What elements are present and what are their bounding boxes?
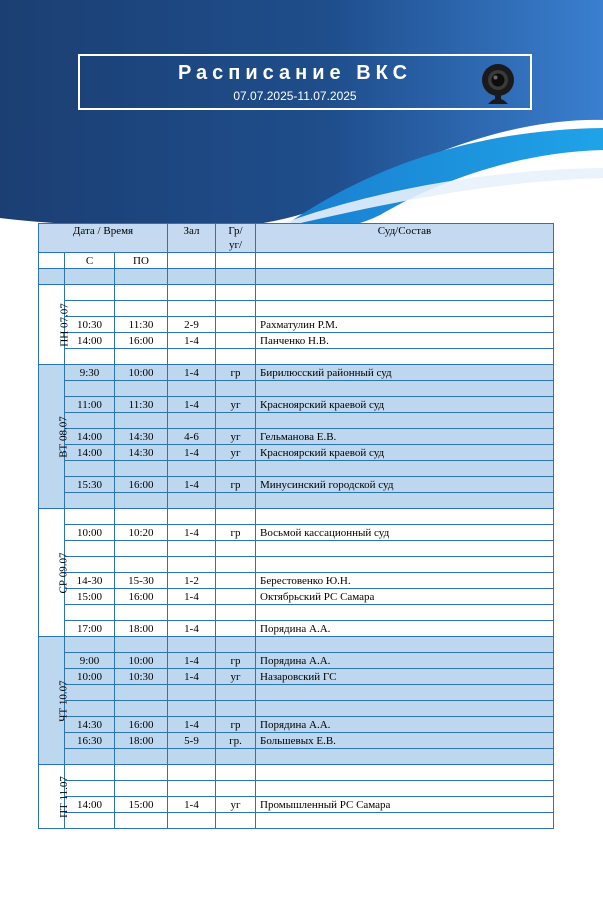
time-from-cell <box>65 541 115 557</box>
court-cell: Порядина А.А. <box>256 653 554 669</box>
time-from-cell <box>65 781 115 797</box>
empty-cell <box>256 269 554 285</box>
hall-cell: 1-4 <box>168 621 216 637</box>
hall-cell: 5-9 <box>168 733 216 749</box>
case-type-cell: уг <box>216 429 256 445</box>
table-row <box>39 669 554 685</box>
col-group-line2: уг/ <box>228 239 243 251</box>
time-to-cell: 16:00 <box>115 477 168 493</box>
hall-cell <box>168 685 216 701</box>
hall-cell <box>168 749 216 765</box>
table-row <box>39 413 554 429</box>
header-row <box>39 224 554 253</box>
hall-cell: 1-4 <box>168 525 216 541</box>
hall-cell: 4-6 <box>168 429 216 445</box>
time-from-cell <box>65 413 115 429</box>
hall-cell: 1-4 <box>168 333 216 349</box>
col-group <box>216 224 256 253</box>
time-from-cell: 9:00 <box>65 653 115 669</box>
time-from-cell: 10:30 <box>65 317 115 333</box>
table-row <box>39 653 554 669</box>
time-to-cell <box>115 301 168 317</box>
empty-cell <box>168 253 216 269</box>
court-cell <box>256 765 554 781</box>
court-cell: Берестовенко Ю.Н. <box>256 573 554 589</box>
time-from-cell: 16:30 <box>65 733 115 749</box>
hall-cell <box>168 557 216 573</box>
time-to-cell <box>115 637 168 653</box>
table-row <box>39 781 554 797</box>
time-from-cell: 14:00 <box>65 429 115 445</box>
time-from-cell <box>65 605 115 621</box>
table-row <box>39 445 554 461</box>
court-cell <box>256 381 554 397</box>
time-to-cell <box>115 701 168 717</box>
time-to-cell <box>115 781 168 797</box>
day-label: ВТ 08.07 <box>57 415 70 458</box>
table-row <box>39 701 554 717</box>
col-hall: Зал <box>168 224 216 253</box>
empty-cell <box>216 253 256 269</box>
hall-cell: 1-4 <box>168 669 216 685</box>
time-from-cell: 10:00 <box>65 669 115 685</box>
court-cell: Восьмой кассационный суд <box>256 525 554 541</box>
day-label-cell <box>39 765 70 829</box>
case-type-cell <box>216 781 256 797</box>
time-to-cell <box>115 461 168 477</box>
case-type-cell: уг <box>216 669 256 685</box>
empty-cell <box>39 269 65 285</box>
time-to-cell <box>115 349 168 365</box>
time-from-cell <box>65 349 115 365</box>
time-to-cell: 15:00 <box>115 797 168 813</box>
court-cell: Октябрьский РС Самара <box>256 589 554 605</box>
time-to-cell: 16:00 <box>115 589 168 605</box>
time-from-cell: 14:00 <box>65 445 115 461</box>
case-type-cell: уг <box>216 397 256 413</box>
table-row <box>39 509 554 525</box>
col-court: Суд/Состав <box>256 224 554 253</box>
case-type-cell <box>216 637 256 653</box>
court-cell <box>256 605 554 621</box>
case-type-cell <box>216 493 256 509</box>
table-row <box>39 813 554 829</box>
time-from-cell <box>65 509 115 525</box>
day-label: ПТ 11.07 <box>57 775 70 818</box>
case-type-cell: гр <box>216 717 256 733</box>
hall-cell <box>168 765 216 781</box>
court-cell <box>256 749 554 765</box>
time-from-cell <box>65 461 115 477</box>
spacer-row <box>39 269 554 285</box>
time-to-cell <box>115 749 168 765</box>
day-label-cell <box>39 365 70 509</box>
hall-cell: 1-4 <box>168 589 216 605</box>
time-to-cell <box>115 381 168 397</box>
time-to-cell: 14:30 <box>115 445 168 461</box>
time-from-cell: 15:00 <box>65 589 115 605</box>
table-row <box>39 429 554 445</box>
time-from-cell <box>65 765 115 781</box>
court-cell: Красноярский краевой суд <box>256 445 554 461</box>
case-type-cell <box>216 557 256 573</box>
schedule-table <box>38 223 554 829</box>
court-cell <box>256 637 554 653</box>
empty-cell <box>216 269 256 285</box>
col-datetime: Дата / Время <box>39 224 168 253</box>
court-cell: Гельманова Е.В. <box>256 429 554 445</box>
case-type-cell: уг <box>216 797 256 813</box>
time-from-cell: 15:30 <box>65 477 115 493</box>
hall-cell <box>168 349 216 365</box>
day-label-cell <box>39 637 70 765</box>
case-type-cell <box>216 765 256 781</box>
case-type-cell: уг <box>216 445 256 461</box>
title-box <box>78 54 532 110</box>
day-label: ПН 07.07 <box>58 302 71 347</box>
court-cell <box>256 685 554 701</box>
time-to-cell: 18:00 <box>115 621 168 637</box>
table-row <box>39 365 554 381</box>
table-row <box>39 717 554 733</box>
court-cell <box>256 349 554 365</box>
time-to-cell: 10:30 <box>115 669 168 685</box>
case-type-cell <box>216 701 256 717</box>
time-to-cell: 11:30 <box>115 317 168 333</box>
court-cell <box>256 541 554 557</box>
day-label-cell <box>39 509 70 637</box>
table-row <box>39 621 554 637</box>
case-type-cell: гр. <box>216 733 256 749</box>
time-from-cell <box>65 301 115 317</box>
col-to: ПО <box>115 253 168 269</box>
court-cell: Панченко Н.В. <box>256 333 554 349</box>
table-row <box>39 461 554 477</box>
hall-cell <box>168 285 216 301</box>
time-to-cell: 10:00 <box>115 653 168 669</box>
hall-cell <box>168 701 216 717</box>
court-cell: Минусинский городской суд <box>256 477 554 493</box>
case-type-cell <box>216 413 256 429</box>
court-cell <box>256 701 554 717</box>
hall-cell: 1-4 <box>168 717 216 733</box>
court-cell <box>256 557 554 573</box>
court-cell <box>256 301 554 317</box>
time-to-cell: 16:00 <box>115 333 168 349</box>
time-to-cell <box>115 493 168 509</box>
date-range: 07.07.2025-11.07.2025 <box>233 89 357 103</box>
empty-cell <box>115 269 168 285</box>
page-title: Расписание ВКС <box>177 62 413 84</box>
empty-cell <box>256 253 554 269</box>
court-cell <box>256 461 554 477</box>
case-type-cell <box>216 685 256 701</box>
time-to-cell <box>115 557 168 573</box>
hall-cell <box>168 781 216 797</box>
hall-cell <box>168 605 216 621</box>
time-to-cell: 16:00 <box>115 717 168 733</box>
time-to-cell: 14:30 <box>115 429 168 445</box>
case-type-cell <box>216 749 256 765</box>
hall-cell: 1-4 <box>168 365 216 381</box>
time-to-cell <box>115 813 168 829</box>
court-cell: Назаровский ГС <box>256 669 554 685</box>
col-from: С <box>65 253 115 269</box>
hall-cell: 2-9 <box>168 317 216 333</box>
hall-cell <box>168 301 216 317</box>
time-to-cell <box>115 685 168 701</box>
hall-cell: 1-2 <box>168 573 216 589</box>
table-row <box>39 493 554 509</box>
court-cell: Рахматулин Р.М. <box>256 317 554 333</box>
col-group-line1: Гр/ <box>228 225 243 237</box>
time-to-cell <box>115 765 168 781</box>
case-type-cell <box>216 333 256 349</box>
hall-cell <box>168 813 216 829</box>
court-cell <box>256 781 554 797</box>
court-cell: Промышленный РС Самара <box>256 797 554 813</box>
day-label-cell <box>39 285 71 365</box>
time-to-cell: 11:30 <box>115 397 168 413</box>
table-row <box>39 541 554 557</box>
empty-cell <box>168 269 216 285</box>
time-from-cell <box>65 685 115 701</box>
table-row <box>39 589 554 605</box>
case-type-cell <box>216 461 256 477</box>
hall-cell: 1-4 <box>168 797 216 813</box>
time-to-cell: 15-30 <box>115 573 168 589</box>
time-from-cell <box>65 637 115 653</box>
empty-cell <box>39 253 65 269</box>
time-to-cell: 18:00 <box>115 733 168 749</box>
court-cell <box>256 813 554 829</box>
hall-cell <box>168 461 216 477</box>
day-label: ЧТ 10.07 <box>57 679 70 722</box>
time-to-cell <box>115 605 168 621</box>
case-type-cell <box>216 589 256 605</box>
court-cell <box>256 509 554 525</box>
hall-cell <box>168 637 216 653</box>
case-type-cell <box>216 349 256 365</box>
hall-cell <box>168 509 216 525</box>
court-cell <box>256 413 554 429</box>
time-from-cell <box>65 285 115 301</box>
hall-cell: 1-4 <box>168 477 216 493</box>
time-from-cell: 9:30 <box>65 365 115 381</box>
case-type-cell <box>216 605 256 621</box>
court-cell: Бирилюсский районный суд <box>256 365 554 381</box>
hall-cell: 1-4 <box>168 653 216 669</box>
webcam-icon <box>474 60 522 108</box>
table-row <box>39 557 554 573</box>
case-type-cell <box>216 813 256 829</box>
table-row <box>39 637 554 653</box>
time-to-cell: 10:00 <box>115 365 168 381</box>
hall-cell <box>168 381 216 397</box>
case-type-cell <box>216 573 256 589</box>
time-from-cell: 17:00 <box>65 621 115 637</box>
court-cell: Красноярский краевой суд <box>256 397 554 413</box>
case-type-cell <box>216 541 256 557</box>
hall-cell <box>168 541 216 557</box>
table-row <box>39 573 554 589</box>
hall-cell: 1-4 <box>168 397 216 413</box>
case-type-cell <box>216 621 256 637</box>
table-row <box>39 477 554 493</box>
court-cell: Порядина А.А. <box>256 717 554 733</box>
hall-cell <box>168 493 216 509</box>
court-cell: Порядина А.А. <box>256 621 554 637</box>
time-from-cell: 11:00 <box>65 397 115 413</box>
case-type-cell <box>216 509 256 525</box>
time-from-cell: 14:30 <box>65 717 115 733</box>
time-to-cell: 10:20 <box>115 525 168 541</box>
time-from-cell <box>65 749 115 765</box>
time-from-cell: 14-30 <box>65 573 115 589</box>
table-row <box>39 733 554 749</box>
time-from-cell <box>65 493 115 509</box>
table-row <box>39 797 554 813</box>
time-from-cell <box>65 381 115 397</box>
table-row <box>39 381 554 397</box>
table-row <box>39 525 554 541</box>
case-type-cell: гр <box>216 477 256 493</box>
case-type-cell: гр <box>216 653 256 669</box>
table-row <box>39 749 554 765</box>
court-cell: Большевых Е.В. <box>256 733 554 749</box>
table-row <box>39 349 554 365</box>
header-wave-background <box>0 0 603 260</box>
time-to-cell <box>115 541 168 557</box>
table-row <box>39 765 554 781</box>
empty-cell <box>65 269 115 285</box>
table-row <box>39 317 554 333</box>
case-type-cell: гр <box>216 365 256 381</box>
time-from-cell: 14:00 <box>65 333 115 349</box>
table-row <box>39 333 554 349</box>
case-type-cell <box>216 317 256 333</box>
case-type-cell: гр <box>216 525 256 541</box>
time-from-cell: 14:00 <box>65 797 115 813</box>
hall-cell: 1-4 <box>168 445 216 461</box>
case-type-cell <box>216 285 256 301</box>
table-row <box>39 605 554 621</box>
case-type-cell <box>216 301 256 317</box>
table-row <box>39 285 554 301</box>
time-to-cell <box>115 509 168 525</box>
time-from-cell: 10:00 <box>65 525 115 541</box>
day-label: СР 09.07 <box>57 552 70 593</box>
hall-cell <box>168 413 216 429</box>
table-row <box>39 301 554 317</box>
time-to-cell <box>115 285 168 301</box>
time-to-cell <box>115 413 168 429</box>
case-type-cell <box>216 381 256 397</box>
time-from-cell <box>65 813 115 829</box>
time-from-cell <box>65 701 115 717</box>
table-row <box>39 685 554 701</box>
table-row <box>39 397 554 413</box>
subheader-row <box>39 253 554 269</box>
court-cell <box>256 285 554 301</box>
court-cell <box>256 493 554 509</box>
time-from-cell <box>65 557 115 573</box>
